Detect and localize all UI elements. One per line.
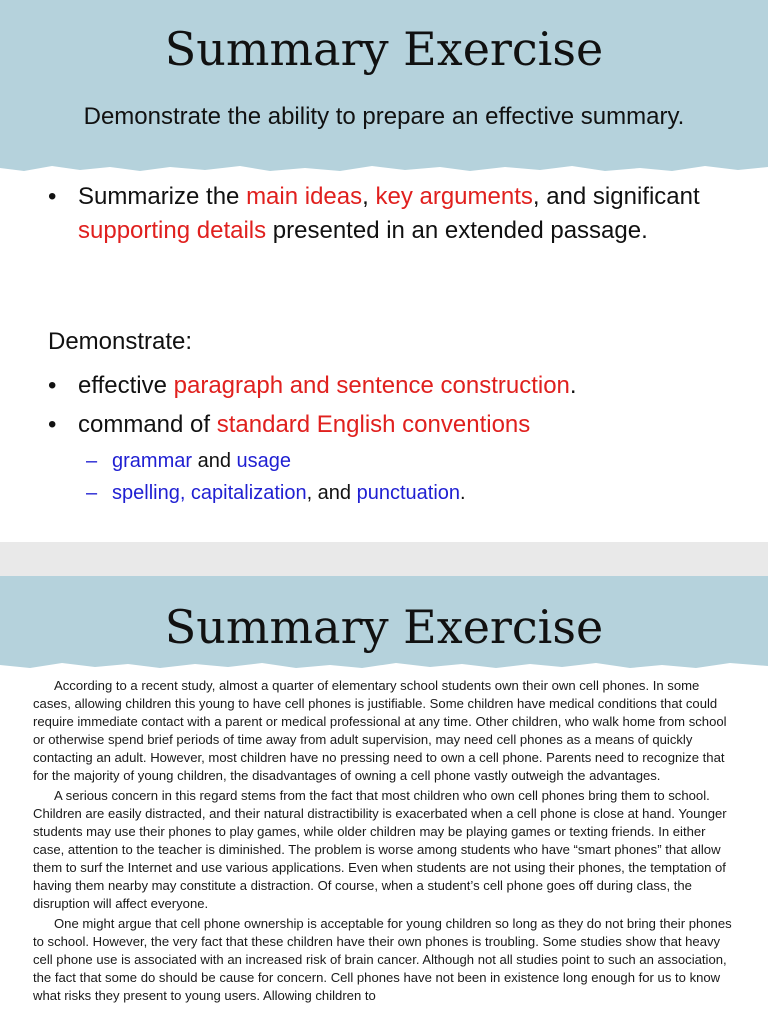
highlight-usage: usage	[236, 450, 291, 472]
demonstrate-heading: Demonstrate:	[48, 328, 193, 355]
highlight-supporting-details: supporting details	[78, 217, 267, 244]
demonstrate-list	[48, 366, 748, 444]
dash-icon: –	[86, 482, 98, 504]
bullet-summarize	[48, 180, 748, 248]
sub-item-grammar	[86, 445, 746, 477]
sub-text: , and	[306, 482, 357, 504]
bullet-text: Summarize the	[78, 183, 247, 210]
conventions-sublist	[86, 445, 746, 509]
highlight-spelling: spelling, capitalization	[112, 482, 307, 504]
sub-text: .	[460, 482, 466, 504]
torn-edge	[0, 162, 768, 176]
bullet-conventions	[48, 405, 748, 444]
highlight-main-ideas: main ideas	[246, 183, 363, 210]
passage-paragraph: According to a recent study, almost a quarter of elementary school students own their own cell phones. In some cases, allowing children this young to have cell phones is justifiable. Some children have medical conditions that could require immediate contact with a parent or medical professional at any time. Other children, who walk home from school or otherwise spend brief periods of time away from adult supervision, may need cell phones as a means of quickly contacting an adult. However, most children have no pressing need to own a cell phone. Parents need to recognize that for the majority of young children, the disadvantages of owning a cell phone vastly outweigh the advantages.	[33, 678, 727, 783]
bullet-icon: •	[48, 411, 57, 438]
bullet-icon: •	[48, 372, 57, 399]
bullet-icon: •	[48, 183, 57, 210]
bullet-text: , and significant	[532, 183, 700, 210]
passage-paragraph: A serious concern in this regard stems from the fact that most children who own cell phones bring them to school. Children are easily distracted, and their natural distractibility is exacerbated when a cell phone is close at hand. Younger students may use their phones to play games, while older children may be playing games or texting friends. In either case, attention to the teacher is diminished. The problem is worse among students who have “smart phones” that allow them to surf the Internet and use various applications. Even when students are not using their phones, the temptation of having them nearby may constitute a distraction. Of course, when a student’s cell phone goes off during class, the disruption will affect everyone.	[33, 788, 727, 911]
passage	[33, 677, 736, 1007]
slide-2	[0, 576, 768, 1024]
bullet-construction	[48, 366, 748, 405]
highlight-construction: paragraph and sentence construction	[173, 372, 570, 399]
highlight-grammar: grammar	[112, 450, 193, 472]
slide-title: Summary Exercise	[164, 600, 604, 654]
bullet-text: command of	[78, 411, 217, 438]
bullet-text: effective	[78, 372, 174, 399]
highlight-punctuation: punctuation	[356, 482, 461, 504]
passage-paragraph: One might argue that cell phone ownership is acceptable for young children so long as they do not bring their phones to school. However, the very fact that these children have their own phones is troubling. Some studies show that heavy cell phone use is associated with an increased risk of brain cancer. Although not all studies point to such an association, the fact that some do should be cause for concern. Cell phones have not been in existence long enough for us to know what risks they present to young users. Allowing children to	[33, 916, 732, 1003]
dash-icon: –	[86, 450, 98, 472]
highlight-conventions: standard English conventions	[216, 411, 531, 438]
highlight-key-arguments: key arguments	[375, 183, 533, 210]
torn-edge	[0, 660, 768, 672]
sub-item-spelling	[86, 477, 746, 509]
bullet-list	[48, 180, 748, 248]
bullet-text: presented in an extended passage.	[266, 217, 648, 244]
bullet-text: ,	[362, 183, 376, 210]
slide-subtitle: Demonstrate the ability to prepare an effective summary.	[83, 103, 685, 130]
slide-title: Summary Exercise	[164, 22, 604, 76]
sub-text: and	[192, 450, 237, 472]
bullet-text: .	[569, 372, 577, 399]
